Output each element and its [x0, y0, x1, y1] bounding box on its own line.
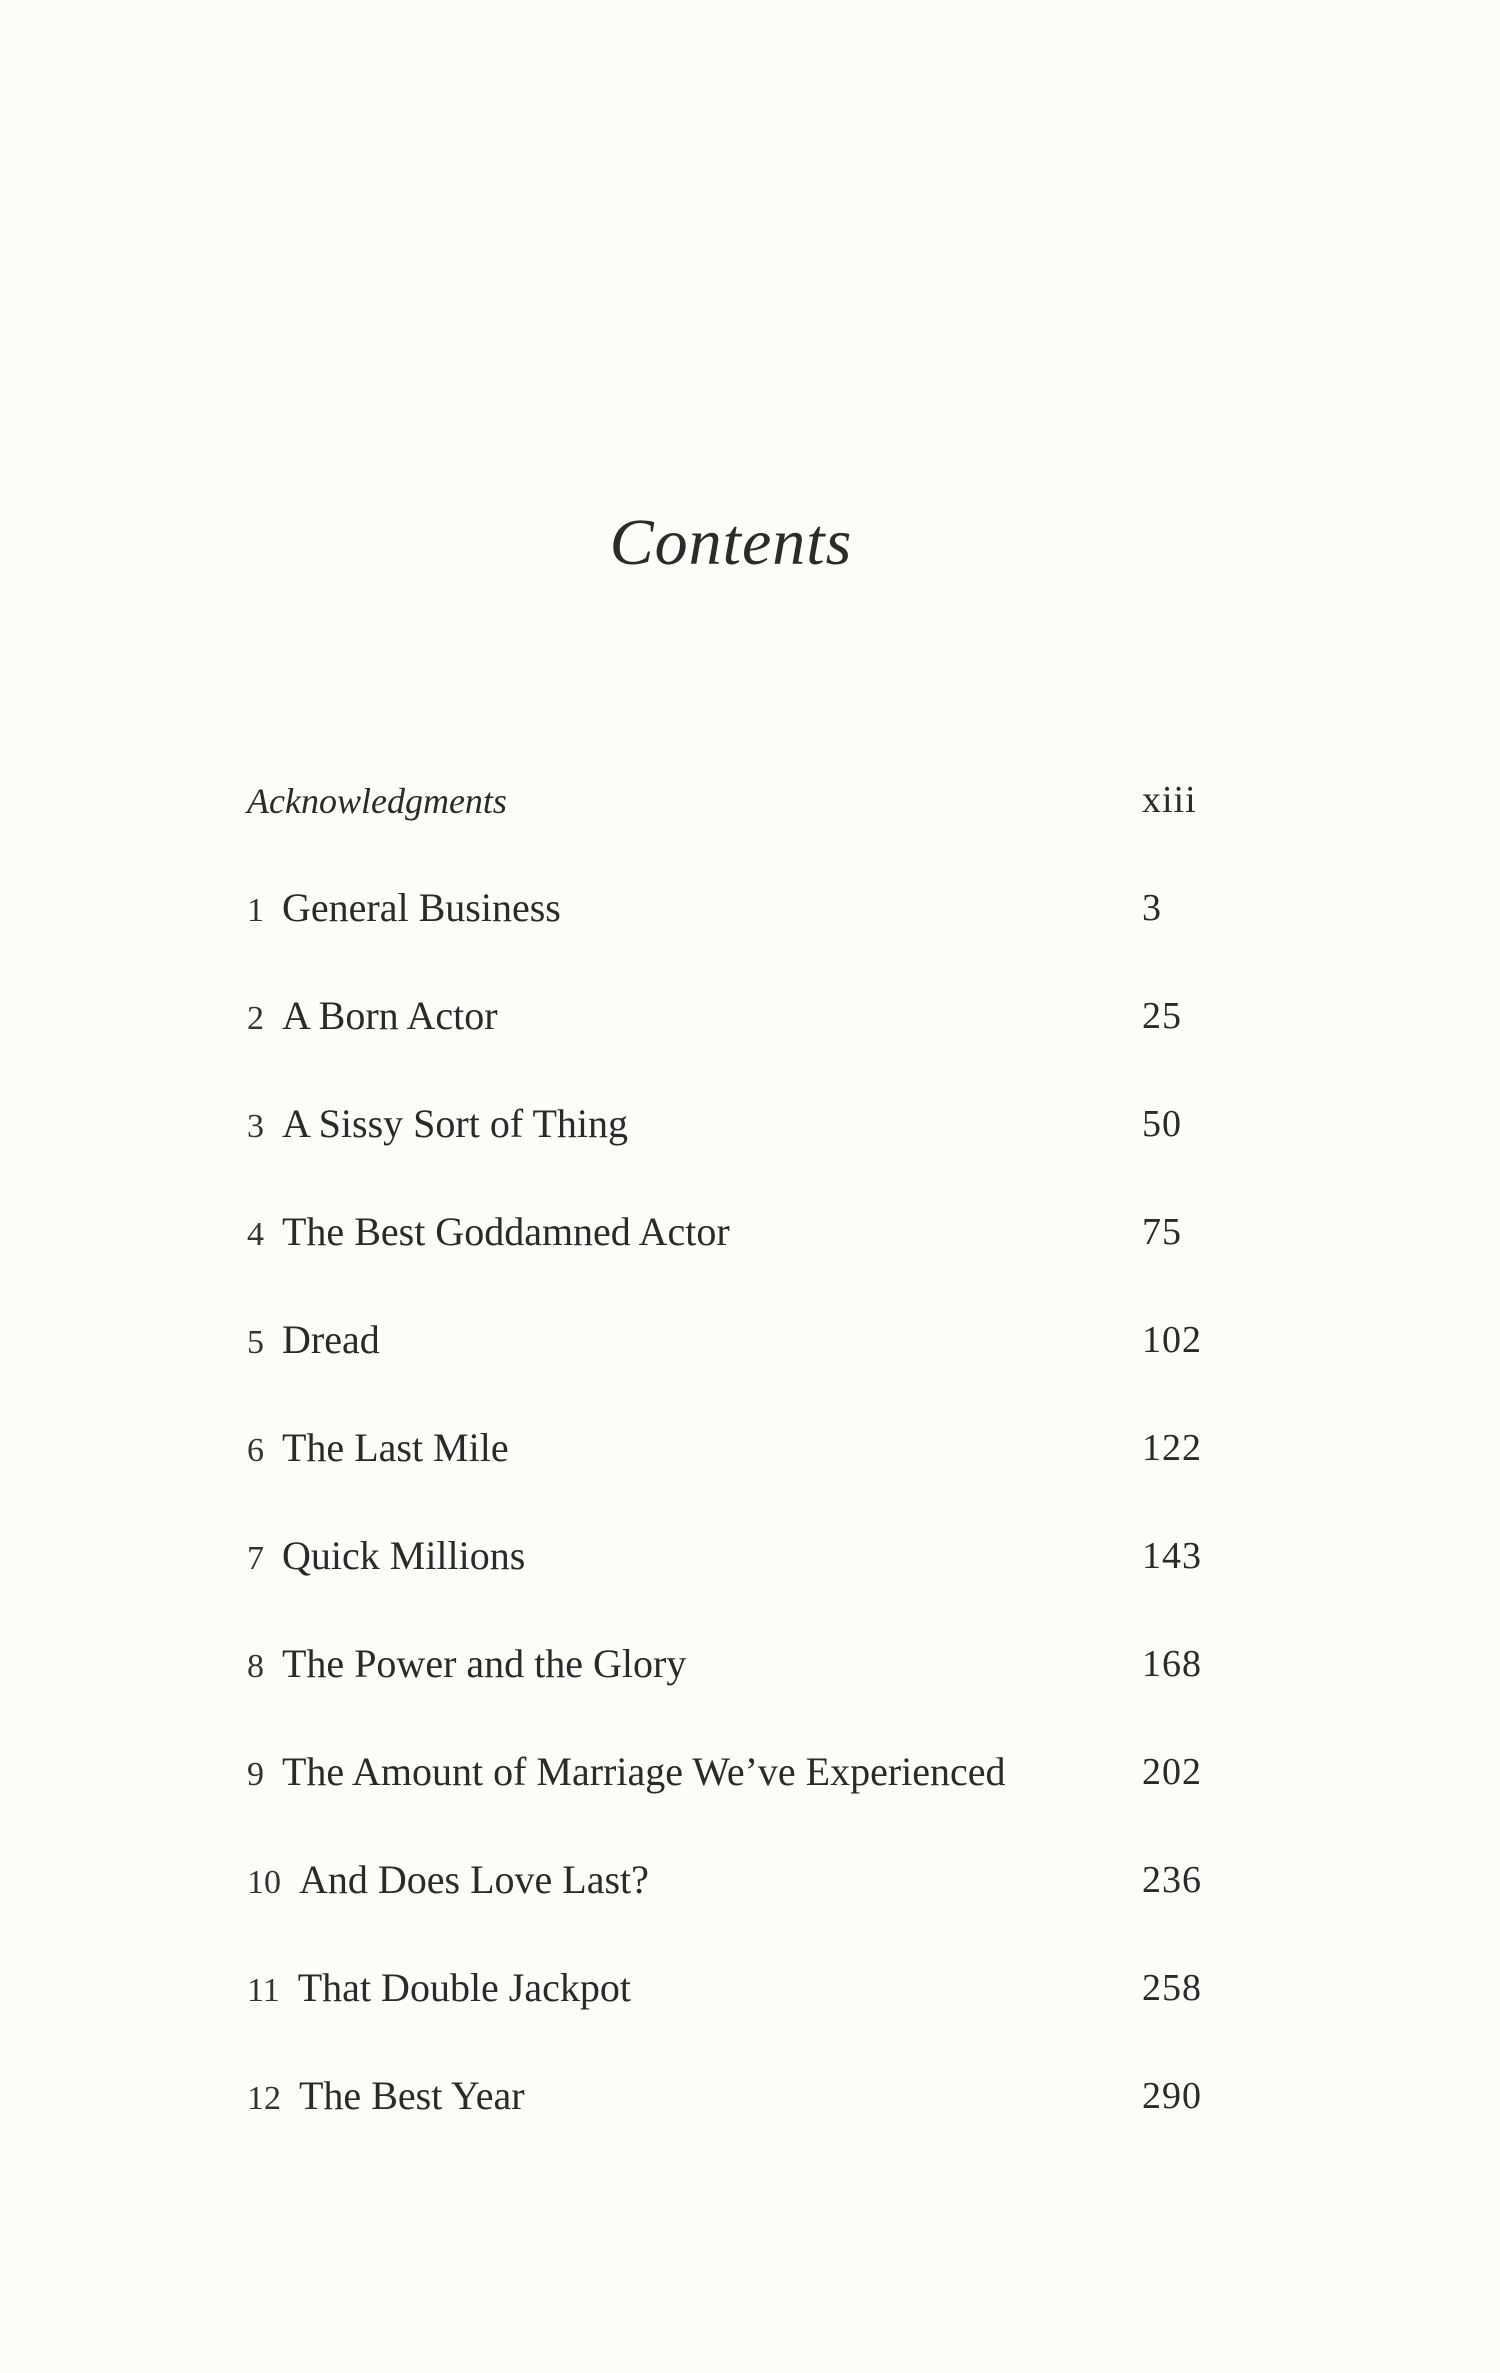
- toc-entry-number: 12: [247, 2080, 281, 2117]
- toc-entry-label: A Born Actor: [282, 993, 498, 1038]
- toc-entry-page: 202: [1142, 1751, 1202, 1793]
- toc-entry-chapter-1: [247, 878, 1227, 986]
- page-title: Contents: [609, 506, 853, 579]
- toc-entry-number: 3: [247, 1108, 264, 1145]
- toc-entry-page: xiii: [1142, 779, 1197, 821]
- toc-entry-page: 168: [1142, 1643, 1202, 1685]
- toc-entry-chapter-6: [247, 1418, 1227, 1526]
- toc-entry-chapter-4: [247, 1202, 1227, 1310]
- toc-entry-page: 258: [1142, 1967, 1202, 2009]
- toc-entry-label: Acknowledgments: [247, 781, 507, 821]
- toc-entry-chapter-7: [247, 1526, 1227, 1634]
- toc-entry-chapter-8: [247, 1634, 1227, 1742]
- toc-entry-number: 8: [247, 1648, 264, 1685]
- toc-entry-number: 1: [247, 892, 264, 929]
- toc-entry-acknowledgments: [247, 770, 1227, 878]
- toc-entry-number: 9: [247, 1756, 264, 1793]
- toc-entry-label: Quick Millions: [282, 1533, 526, 1578]
- toc-entry-page: 102: [1142, 1319, 1202, 1361]
- toc-entry-number: 7: [247, 1540, 264, 1577]
- toc-entry-chapter-2: [247, 986, 1227, 1094]
- toc-entry-page: 122: [1142, 1427, 1202, 1469]
- toc-entry-label: A Sissy Sort of Thing: [282, 1101, 628, 1146]
- toc-entry-chapter-3: [247, 1094, 1227, 1202]
- toc-entry-page: 236: [1142, 1859, 1202, 1901]
- toc-entry-number: 5: [247, 1324, 264, 1361]
- toc-entry-page: 143: [1142, 1535, 1202, 1577]
- toc-entry-label: The Amount of Marriage We’ve Experienced: [282, 1749, 1006, 1794]
- toc-entry-number: 6: [247, 1432, 264, 1469]
- toc-entry-chapter-10: [247, 1850, 1227, 1958]
- toc-entry-label: Dread: [282, 1317, 380, 1362]
- toc-entry-number: 4: [247, 1216, 264, 1253]
- toc-entry-label: The Best Goddamned Actor: [282, 1209, 730, 1254]
- toc-entry-chapter-12: [247, 2066, 1227, 2174]
- toc-entry-page: 50: [1142, 1103, 1182, 1145]
- toc-entry-label: The Last Mile: [282, 1425, 509, 1470]
- toc-entry-page: 25: [1142, 995, 1182, 1037]
- toc-entry-page: 75: [1142, 1211, 1182, 1253]
- toc-entry-label: The Best Year: [299, 2073, 525, 2118]
- toc-entry-label: General Business: [282, 885, 561, 930]
- toc-entry-chapter-11: [247, 1958, 1227, 2066]
- toc-entry-page: 3: [1142, 887, 1162, 929]
- toc-entry-number: 2: [247, 1000, 264, 1037]
- toc-entry-label: That Double Jackpot: [297, 1965, 631, 2010]
- toc-entry-number: 11: [247, 1972, 280, 2009]
- toc-entry-label: And Does Love Last?: [299, 1857, 649, 1902]
- toc-entry-number: 10: [247, 1864, 281, 1901]
- toc-entry-label: The Power and the Glory: [282, 1641, 687, 1686]
- toc-entry-chapter-9: [247, 1742, 1227, 1850]
- toc-entry-chapter-5: [247, 1310, 1227, 1418]
- toc-entry-page: 290: [1142, 2075, 1202, 2117]
- table-of-contents: [247, 770, 1227, 2174]
